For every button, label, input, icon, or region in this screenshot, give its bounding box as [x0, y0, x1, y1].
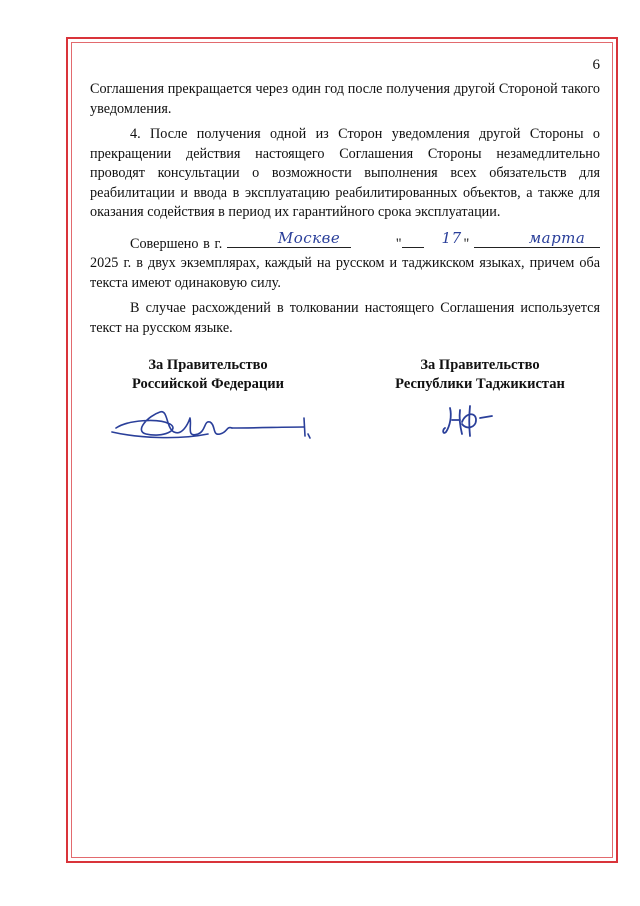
handwritten-day: 17 — [441, 228, 462, 247]
paragraph-done-at — [90, 228, 601, 294]
document-body — [90, 80, 600, 344]
signatory-tajikistan — [380, 356, 580, 394]
handwritten-month: марта — [528, 228, 586, 247]
signature-tajikistan — [440, 400, 510, 440]
paragraph-termination: Соглашения прекращается через один год после получения другой Стороной такого уведомления. — [90, 81, 600, 117]
city-fill-line — [227, 228, 351, 248]
done-year: 2025 г. — [90, 255, 132, 271]
signature-russia — [108, 398, 318, 448]
signatory-russia-line1: За Правительство — [148, 357, 268, 373]
paragraph-4: 4. После получения одной из Сторон уведомления другой Стороны о прекращении действия настоящего Соглашения Стороны незамедлительно проводят консультации о возможности выполнения всех обязательств для реабилитации и ввода в эксплуатацию реабилитированных объектов, а также для оказания содействия в период их гарантийного срока эксплуатации. — [90, 126, 600, 220]
signatory-tajikistan-line1: За Правительство — [420, 357, 540, 373]
page-number: 6 — [592, 57, 600, 73]
signatory-russia-line2: Российской Федерации — [131, 376, 284, 392]
handwritten-city: Москве — [277, 228, 341, 247]
quote-open: " — [395, 235, 402, 252]
signatory-russia — [108, 356, 308, 394]
done-prefix: Совершено в г. — [130, 235, 223, 252]
day-fill-line — [402, 228, 462, 248]
signatory-tajikistan-line2: Республики Таджикистан — [395, 376, 565, 392]
quote-close: " — [463, 235, 470, 252]
done-rest: в двух экземплярах, каждый на русском и таджикском языках, причем оба текста имеют одинаковую силу. — [90, 255, 601, 291]
paragraph-discrepancies: В случае расхождений в толковании настоящего Соглашения используется текст на русском языке. — [90, 300, 600, 336]
month-fill-line — [474, 228, 600, 248]
